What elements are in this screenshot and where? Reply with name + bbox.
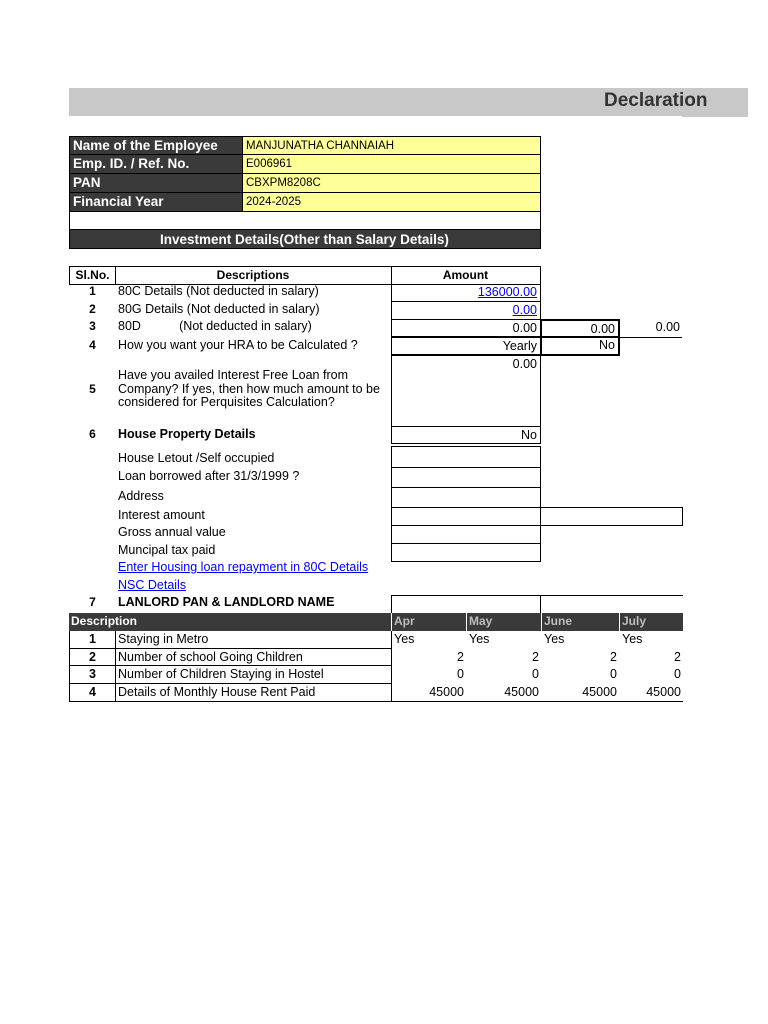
row-6-desc: House Property Details [118,427,256,441]
nsc-details-link[interactable]: NSC Details [118,578,187,592]
pan-label: PAN [69,174,243,193]
80g-amount-link[interactable]: 0.00 [391,302,541,320]
80d-extra-2[interactable]: 0.00 [655,320,680,334]
row-2-desc: 80G Details (Not deducted in salary) [118,302,320,316]
monthly-row-4-desc: Details of Monthly House Rent Paid [118,685,316,699]
row-7-sl: 7 [89,595,96,609]
spacer-row [69,212,541,230]
hostel-children-july[interactable]: 0 [674,667,681,681]
address-label: Address [118,489,164,503]
interest-amount-input[interactable] [391,507,541,526]
financial-year-value[interactable]: 2024-2025 [243,193,541,212]
emp-id-label: Emp. ID. / Ref. No. [69,155,243,174]
month-header: June [541,613,619,631]
hostel-children-may[interactable]: 0 [532,667,539,681]
loan-borrowed-input[interactable] [391,467,541,488]
monthly-description-header: Description [69,613,391,631]
employee-name-label: Name of the Employee [69,136,243,155]
emp-id-value[interactable]: E006961 [243,155,541,174]
interest-amount-extra[interactable] [540,507,683,526]
row-7-desc: LANLORD PAN & LANDLORD NAME [118,595,335,609]
monthly-row-1-sl: 1 [89,632,96,646]
monthly-row-4-sl: 4 [89,685,96,699]
page-title: Declaration [604,90,708,111]
pan-value[interactable]: CBXPM8208C [243,174,541,193]
financial-year-label: Financial Year [69,193,243,212]
employee-name-value[interactable]: MANJUNATHA CHANNAIAH [243,136,541,155]
interest-amount-label: Interest amount [118,508,205,522]
row-4-desc: How you want your HRA to be Calculated ? [118,338,358,352]
municipal-tax-label: Muncipal tax paid [118,543,216,557]
monthly-row-3-desc: Number of Children Staying in Hostel [118,667,324,681]
monthly-row-3-sl: 3 [89,667,96,681]
investment-details-header: Investment Details(Other than Salary Details) [69,229,541,249]
house-letout-label: House Letout /Self occupied [118,451,275,465]
monthly-row-2-desc: Number of school Going Children [118,650,303,664]
staying-in-metro-july[interactable]: Yes [622,632,643,646]
title-banner [69,88,748,116]
row-3-sl: 3 [89,319,96,333]
housing-loan-80c-link[interactable]: Enter Housing loan repayment in 80C Details [118,560,369,574]
staying-in-metro-may[interactable]: Yes [469,632,490,646]
amount-header: Amount [391,266,541,285]
month-header: May [466,613,541,631]
80c-amount-link[interactable]: 136000.00 [391,284,541,302]
staying-in-metro-june[interactable]: Yes [544,632,565,646]
descriptions-header: Descriptions [115,266,392,285]
municipal-tax-input[interactable] [391,543,541,562]
school-children-july[interactable]: 2 [674,650,681,664]
gross-annual-value-label: Gross annual value [118,525,226,539]
row-4-rule [620,337,682,338]
row-3-desc: 80D (Not deducted in salary) [118,319,312,333]
rent-paid-july[interactable]: 45000 [646,685,681,699]
interest-free-loan-amount[interactable]: 0.00 [391,355,541,427]
80d-extra-1[interactable]: 0.00 [540,319,620,338]
row-4-sl: 4 [89,338,96,352]
rent-paid-june[interactable]: 45000 [582,685,617,699]
hostel-children-apr[interactable]: 0 [457,667,464,681]
slno-header: Sl.No. [69,266,116,285]
address-input[interactable] [391,487,541,508]
staying-in-metro-apr[interactable]: Yes [394,632,415,646]
house-property-select[interactable]: No [391,426,541,444]
house-letout-input[interactable] [391,446,541,468]
school-children-may[interactable]: 2 [532,650,539,664]
row-5-desc: Have you availed Interest Free Loan from Company? If yes, then how much amount to be considered for Perquisites Calculation? [118,368,380,409]
row-1-desc: 80C Details (Not deducted in salary) [118,284,319,298]
row-6-sl: 6 [89,427,96,441]
row-2-sl: 2 [89,302,96,316]
hra-extra[interactable]: No [540,337,620,356]
school-children-apr[interactable]: 2 [457,650,464,664]
80d-amount[interactable]: 0.00 [391,319,541,337]
gross-annual-value-input[interactable] [391,525,541,544]
hra-calc-select[interactable]: Yearly [391,337,541,355]
banner-edge [682,116,748,117]
hostel-children-june[interactable]: 0 [610,667,617,681]
row-5-sl: 5 [89,382,96,396]
row-1-sl: 1 [89,284,96,298]
rent-paid-apr[interactable]: 45000 [429,685,464,699]
monthly-row-1-desc: Staying in Metro [118,632,209,646]
month-header: July [619,613,683,631]
loan-borrowed-label: Loan borrowed after 31/3/1999 ? [118,469,300,483]
landlord-pan-input[interactable] [391,595,541,614]
month-header: Apr [391,613,466,631]
monthly-row-2-sl: 2 [89,650,96,664]
rent-paid-may[interactable]: 45000 [504,685,539,699]
school-children-june[interactable]: 2 [610,650,617,664]
